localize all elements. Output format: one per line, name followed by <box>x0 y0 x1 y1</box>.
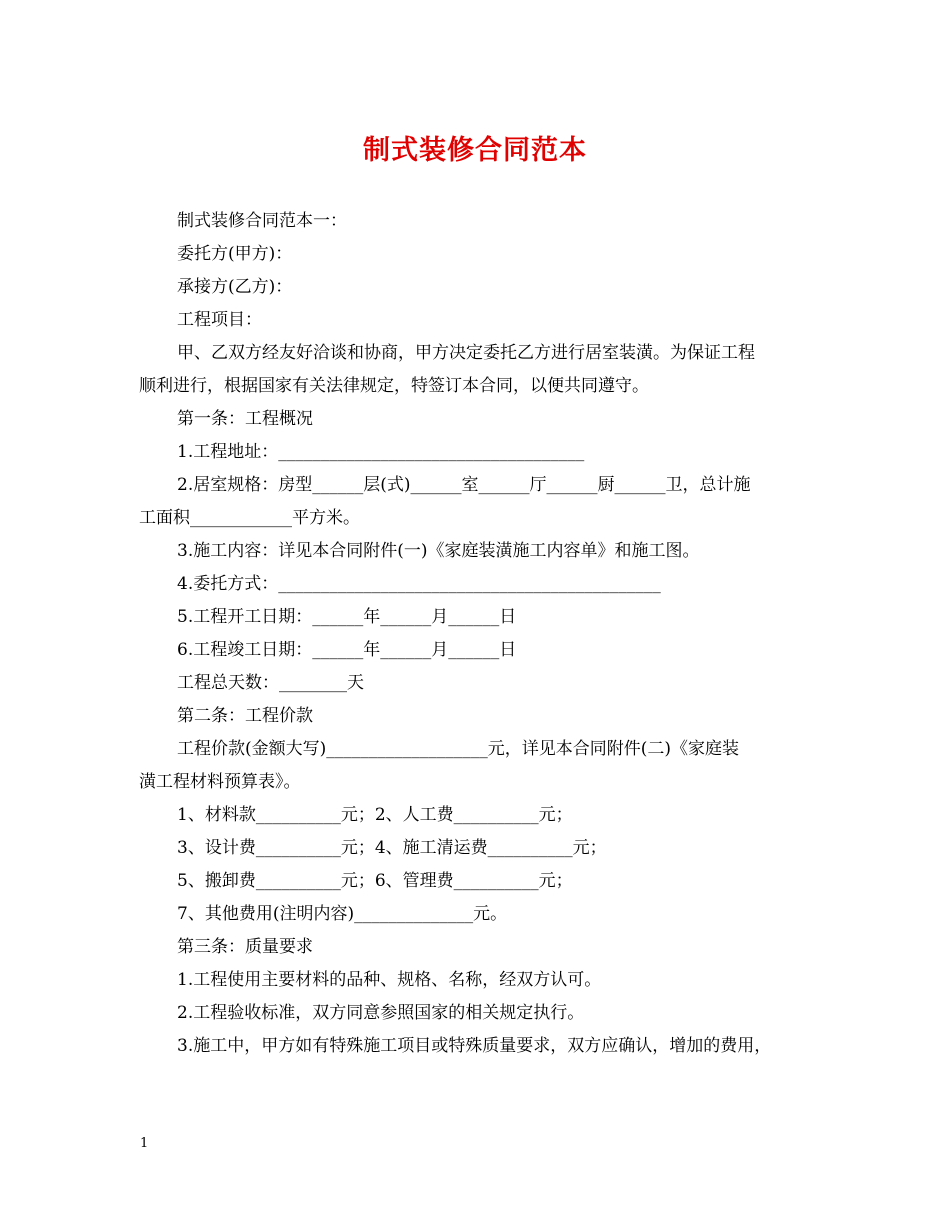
paragraph-line: 3.施工中，甲方如有特殊施工项目或特殊质量要求，双方应确认，增加的费用， <box>177 1036 772 1056</box>
paragraph-line: 4.委托方式：_____________________________________________ <box>177 574 661 594</box>
paragraph-line: 2.居室规格：房型______层(式)______室______厅______厨______卫，总计施 <box>177 475 751 495</box>
paragraph-line: 3、设计费__________元；4、施工清运费__________元； <box>177 838 607 858</box>
paragraph-line: 5、搬卸费__________元；6、管理费__________元； <box>177 871 573 891</box>
paragraph-line: 2.工程验收标准，双方同意参照国家的相关规定执行。 <box>177 1003 585 1023</box>
paragraph-line: 第二条：工程价款 <box>177 706 313 726</box>
paragraph-line: 3.施工内容：详见本合同附件(一)《家庭装潢施工内容单》和施工图。 <box>177 541 700 561</box>
paragraph-line: 工程项目： <box>177 310 262 330</box>
paragraph-line: 5.工程开工日期：______年______月______日 <box>177 607 517 627</box>
paragraph-line: 承接方(乙方)： <box>177 277 293 297</box>
paragraph-line: 第三条：质量要求 <box>177 937 313 957</box>
paragraph-line: 顺利进行，根据国家有关法律规定，特签订本合同，以便共同遵守。 <box>139 376 649 396</box>
paragraph-line: 委托方(甲方)： <box>177 244 293 264</box>
paragraph-line: 7、其他费用(注明内容)______________元。 <box>177 904 508 924</box>
paragraph-line: 制式装修合同范本一： <box>177 211 347 231</box>
paragraph-line: 工程总天数：________天 <box>177 673 364 693</box>
document-body <box>139 205 819 1063</box>
paragraph-line: 潢工程材料预算表》。 <box>139 772 301 792</box>
paragraph-line: 工面积____________平方米。 <box>139 508 360 528</box>
paragraph-line: 甲、乙双方经友好洽谈和协商，甲方决定委托乙方进行居室装潢。为保证工程 <box>177 343 755 363</box>
paragraph-line: 1、材料款__________元；2、人工费__________元； <box>177 805 573 825</box>
paragraph-line: 第一条：工程概况 <box>177 409 313 429</box>
paragraph-line: 工程价款(金额大写)___________________元，详见本合同附件(二)《家庭装 <box>177 739 740 759</box>
paragraph-line: 1.工程使用主要材料的品种、规格、名称，经双方认可。 <box>177 970 602 990</box>
document-title: 制式装修合同范本 <box>363 135 587 166</box>
paragraph-line: 1.工程地址：____________________________________ <box>177 442 585 462</box>
page-number: 1 <box>140 1136 149 1151</box>
paragraph-line: 6.工程竣工日期：______年______月______日 <box>177 640 517 660</box>
